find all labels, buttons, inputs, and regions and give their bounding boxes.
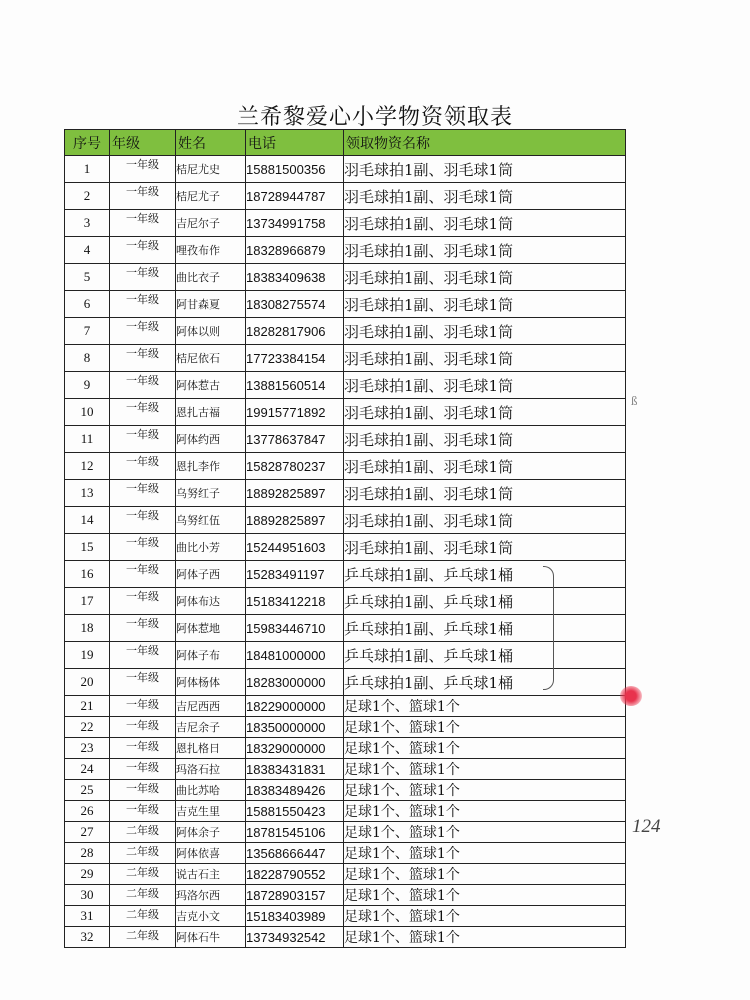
cell-grade: 二年级 [110,906,176,927]
table-row [65,801,626,822]
table-row [65,318,626,345]
cell-no: 23 [65,738,110,759]
table-row [65,642,626,669]
cell-phone: 15283491197 [246,561,344,588]
table-row [65,906,626,927]
cell-name: 乌努红子 [176,480,246,507]
cell-name: 恩扎格日 [176,738,246,759]
cell-grade: 一年级 [110,372,176,399]
cell-phone: 18329000000 [246,738,344,759]
cell-no: 30 [65,885,110,906]
cell-name: 恩扎古福 [176,399,246,426]
table-row [65,588,626,615]
cell-name: 曲比衣子 [176,264,246,291]
cell-name: 阿甘森夏 [176,291,246,318]
table-row [65,426,626,453]
cell-no: 27 [65,822,110,843]
cell-item: 足球1个、篮球1个 [344,885,626,906]
cell-no: 12 [65,453,110,480]
cell-grade: 一年级 [110,534,176,561]
cell-name: 哩孜布作 [176,237,246,264]
cell-item: 乒乓球拍1副、乒乓球1桶 [344,642,626,669]
cell-phone: 13734932542 [246,927,344,948]
cell-item: 足球1个、篮球1个 [344,927,626,948]
cell-no: 2 [65,183,110,210]
cell-name: 阿体惹地 [176,615,246,642]
cell-item: 足球1个、篮球1个 [344,822,626,843]
cell-item: 羽毛球拍1副、羽毛球1筒 [344,426,626,453]
handwritten-bracket [543,566,554,690]
cell-item: 乒乓球拍1副、乒乓球1桶 [344,588,626,615]
cell-no: 11 [65,426,110,453]
red-seal-mark [620,686,642,706]
cell-phone: 19915771892 [246,399,344,426]
cell-phone: 18308275574 [246,291,344,318]
cell-grade: 一年级 [110,669,176,696]
header-no: 序号 [65,130,110,156]
cell-phone: 18481000000 [246,642,344,669]
table-row [65,534,626,561]
table-row [65,927,626,948]
cell-grade: 二年级 [110,927,176,948]
cell-phone: 18282817906 [246,318,344,345]
cell-grade: 一年级 [110,399,176,426]
cell-no: 25 [65,780,110,801]
cell-name: 阿体余子 [176,822,246,843]
cell-name: 桔尼尤子 [176,183,246,210]
cell-phone: 15881550423 [246,801,344,822]
cell-phone: 18283000000 [246,669,344,696]
cell-phone: 15244951603 [246,534,344,561]
cell-grade: 一年级 [110,210,176,237]
cell-no: 13 [65,480,110,507]
cell-no: 22 [65,717,110,738]
cell-grade: 一年级 [110,345,176,372]
cell-phone: 18383489426 [246,780,344,801]
cell-phone: 15183403989 [246,906,344,927]
table-row [65,156,626,183]
table-row [65,864,626,885]
table-row [65,399,626,426]
distribution-table [64,129,626,948]
cell-no: 10 [65,399,110,426]
table-row [65,669,626,696]
cell-item: 羽毛球拍1副、羽毛球1筒 [344,399,626,426]
cell-grade: 一年级 [110,615,176,642]
cell-name: 吉克生里 [176,801,246,822]
cell-grade: 二年级 [110,822,176,843]
header-item: 领取物资名称 [344,130,626,156]
table-row [65,480,626,507]
cell-grade: 一年级 [110,156,176,183]
cell-no: 14 [65,507,110,534]
cell-item: 羽毛球拍1副、羽毛球1筒 [344,183,626,210]
cell-no: 21 [65,696,110,717]
cell-no: 6 [65,291,110,318]
cell-item: 乒乓球拍1副、乒乓球1桶 [344,615,626,642]
cell-item: 足球1个、篮球1个 [344,780,626,801]
cell-item: 乒乓球拍1副、乒乓球1桶 [344,561,626,588]
cell-phone: 15183412218 [246,588,344,615]
cell-phone: 15828780237 [246,453,344,480]
cell-no: 18 [65,615,110,642]
cell-grade: 一年级 [110,480,176,507]
cell-name: 阿体子布 [176,642,246,669]
cell-grade: 一年级 [110,780,176,801]
cell-phone: 18383409638 [246,264,344,291]
cell-item: 足球1个、篮球1个 [344,759,626,780]
cell-no: 16 [65,561,110,588]
cell-phone: 15983446710 [246,615,344,642]
cell-phone: 18328966879 [246,237,344,264]
cell-grade: 一年级 [110,183,176,210]
cell-no: 24 [65,759,110,780]
cell-phone: 18781545106 [246,822,344,843]
cell-item: 足球1个、篮球1个 [344,738,626,759]
cell-name: 恩扎李作 [176,453,246,480]
cell-no: 19 [65,642,110,669]
cell-item: 乒乓球拍1副、乒乓球1桶 [344,669,626,696]
cell-no: 17 [65,588,110,615]
cell-no: 1 [65,156,110,183]
table-row [65,183,626,210]
table-row [65,885,626,906]
cell-grade: 一年级 [110,696,176,717]
table-row [65,561,626,588]
cell-item: 羽毛球拍1副、羽毛球1筒 [344,372,626,399]
cell-name: 玛洛尔西 [176,885,246,906]
cell-name: 阿体布达 [176,588,246,615]
cell-no: 7 [65,318,110,345]
cell-grade: 一年级 [110,426,176,453]
cell-grade: 一年级 [110,759,176,780]
cell-phone: 18350000000 [246,717,344,738]
cell-phone: 18228790552 [246,864,344,885]
cell-item: 羽毛球拍1副、羽毛球1筒 [344,210,626,237]
cell-name: 吉尼余子 [176,717,246,738]
cell-no: 29 [65,864,110,885]
cell-name: 阿体约西 [176,426,246,453]
table-row [65,696,626,717]
cell-item: 羽毛球拍1副、羽毛球1筒 [344,237,626,264]
table-row [65,507,626,534]
cell-grade: 一年级 [110,801,176,822]
table-row [65,264,626,291]
cell-grade: 一年级 [110,318,176,345]
cell-phone: 13778637847 [246,426,344,453]
header-grade: 年级 [110,130,176,156]
cell-no: 4 [65,237,110,264]
cell-item: 羽毛球拍1副、羽毛球1筒 [344,453,626,480]
table-row [65,843,626,864]
cell-item: 羽毛球拍1副、羽毛球1筒 [344,156,626,183]
cell-item: 羽毛球拍1副、羽毛球1筒 [344,264,626,291]
cell-item: 足球1个、篮球1个 [344,843,626,864]
handwritten-count: 124 [632,816,661,837]
header-name: 姓名 [176,130,246,156]
margin-mark: ß [631,393,638,408]
cell-phone: 15881500356 [246,156,344,183]
table-row [65,780,626,801]
cell-item: 足球1个、篮球1个 [344,717,626,738]
cell-item: 羽毛球拍1副、羽毛球1筒 [344,318,626,345]
cell-item: 羽毛球拍1副、羽毛球1筒 [344,480,626,507]
table-row [65,822,626,843]
cell-no: 31 [65,906,110,927]
cell-grade: 一年级 [110,264,176,291]
cell-item: 羽毛球拍1副、羽毛球1筒 [344,534,626,561]
page-title: 兰希黎爱心小学物资领取表 [236,105,513,130]
cell-name: 吉尼尔子 [176,210,246,237]
cell-name: 阿体石牛 [176,927,246,948]
cell-grade: 一年级 [110,507,176,534]
cell-no: 20 [65,669,110,696]
cell-phone: 13881560514 [246,372,344,399]
cell-no: 3 [65,210,110,237]
table-row [65,453,626,480]
cell-phone: 18728903157 [246,885,344,906]
cell-no: 5 [65,264,110,291]
cell-phone: 17723384154 [246,345,344,372]
cell-grade: 一年级 [110,453,176,480]
cell-grade: 一年级 [110,588,176,615]
cell-name: 桔尼尤史 [176,156,246,183]
table-row [65,210,626,237]
table-row [65,717,626,738]
cell-no: 28 [65,843,110,864]
table-row [65,738,626,759]
cell-phone: 18383431831 [246,759,344,780]
table-body [65,156,626,948]
cell-phone: 18229000000 [246,696,344,717]
cell-name: 吉尼西西 [176,696,246,717]
cell-item: 羽毛球拍1副、羽毛球1筒 [344,291,626,318]
cell-no: 8 [65,345,110,372]
cell-name: 玛洛石拉 [176,759,246,780]
table-row [65,372,626,399]
cell-name: 阿体惹古 [176,372,246,399]
cell-item: 足球1个、篮球1个 [344,864,626,885]
cell-item: 足球1个、篮球1个 [344,696,626,717]
cell-grade: 一年级 [110,717,176,738]
cell-name: 曲比苏哈 [176,780,246,801]
cell-grade: 一年级 [110,561,176,588]
cell-grade: 二年级 [110,843,176,864]
cell-name: 阿体依喜 [176,843,246,864]
cell-grade: 一年级 [110,237,176,264]
cell-name: 阿体杨体 [176,669,246,696]
cell-name: 桔尼依石 [176,345,246,372]
cell-grade: 二年级 [110,885,176,906]
cell-grade: 一年级 [110,291,176,318]
cell-phone: 13734991758 [246,210,344,237]
cell-phone: 18728944787 [246,183,344,210]
cell-name: 吉克小文 [176,906,246,927]
cell-phone: 18892825897 [246,507,344,534]
cell-item: 羽毛球拍1副、羽毛球1筒 [344,507,626,534]
cell-phone: 13568666447 [246,843,344,864]
cell-no: 26 [65,801,110,822]
cell-name: 乌努红伍 [176,507,246,534]
cell-no: 15 [65,534,110,561]
header-phone: 电话 [246,130,344,156]
table-row [65,291,626,318]
table-row [65,237,626,264]
cell-phone: 18892825897 [246,480,344,507]
cell-item: 足球1个、篮球1个 [344,801,626,822]
cell-grade: 一年级 [110,642,176,669]
cell-name: 曲比小芳 [176,534,246,561]
cell-no: 9 [65,372,110,399]
cell-item: 足球1个、篮球1个 [344,906,626,927]
cell-name: 阿体子西 [176,561,246,588]
cell-grade: 一年级 [110,738,176,759]
table-row [65,615,626,642]
cell-no: 32 [65,927,110,948]
cell-name: 说古石主 [176,864,246,885]
table-header-row [65,130,626,156]
table-row [65,345,626,372]
cell-item: 羽毛球拍1副、羽毛球1筒 [344,345,626,372]
cell-name: 阿体以则 [176,318,246,345]
table-row [65,759,626,780]
cell-grade: 二年级 [110,864,176,885]
